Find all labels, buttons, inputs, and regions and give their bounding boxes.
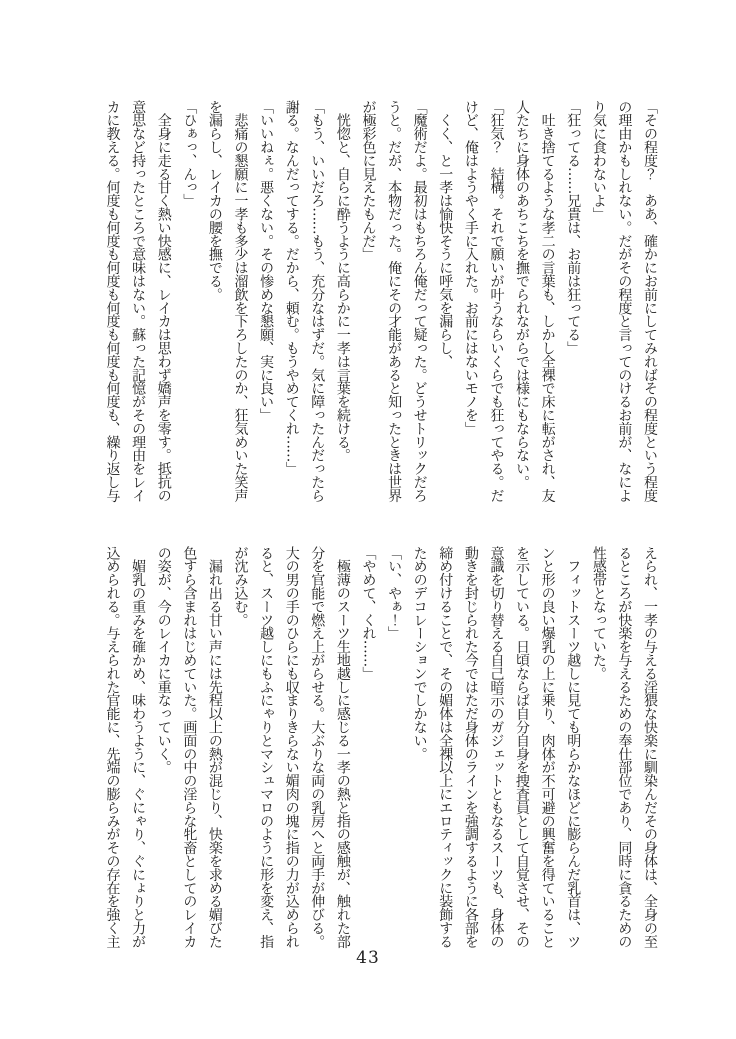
text-line: 大の男の手のひらにも収まりきらない媚肉の塊に指の力が込められ	[283, 546, 300, 949]
text-line: 恍惚と、自らに酔うように高らかに一孝は言葉を続ける。	[334, 100, 351, 462]
text-line: フィットスーツ越しに見ても明らかなほどに膨らんだ乳首は、ツ	[565, 546, 582, 949]
text-line: 極薄のスーツ生地越しに感じる一孝の熱と指の感触が、触れた部	[334, 546, 351, 949]
text-line: 性感帯となっていた。	[590, 546, 607, 681]
text-line: 込められる。与えられた官能に、先端の膨らみがその存在を強く主	[104, 546, 121, 949]
text-line: り気に食わないよ」	[590, 100, 607, 221]
text-line: 「魔術だよ。最初はもちろん俺だって疑った。どうせトリックだろ	[411, 100, 428, 503]
text-line: えられ、一孝の与える淫猥な快楽に馴染んだその身体は、全身の至	[642, 546, 658, 949]
text-line: けど、俺はようやく手に入れた。お前にはないモノを」	[462, 100, 479, 436]
text-line: を示している。日頃ならば自分自身を捜査員として自覚させ、その	[514, 546, 531, 949]
text-line: 締め付けることで、その媚体は全裸以上にエロティックに装飾する	[437, 546, 454, 949]
text-line: るところが快楽を与えるための奉仕部位であり、同時に貪るための	[616, 546, 633, 949]
text-line: 意思など持ったところで意味はない。蘇った記憶がその理由をレイ	[130, 100, 147, 503]
text-line: ンと形の良い爆乳の上に乗り、肉体が不可避の興奮を得ていること	[539, 546, 556, 949]
text-line: の理由かもしれない。だがその程度と言ってのけるお前が、なによ	[616, 100, 633, 503]
text-line: の姿が、今のレイカに重なっていく。	[155, 546, 172, 774]
text-line: 「いいねぇ。悪くない。その惨めな懇願、実に良い」	[258, 100, 275, 422]
text-line: 色すら含まれはじめていた。画面の中の淫らな牝畜としてのレイカ	[181, 546, 198, 949]
text-line: ためのデコレーションでしかない。	[411, 546, 428, 761]
text-line: 「もう、いいだろ……もう、充分なはずだ。気に障ったんだったら	[309, 100, 326, 503]
text-line: カに教える。何度も何度も何度も何度も何度も何度も、繰り返し与	[104, 100, 121, 503]
text-line: 謝る。なんだってする。だから、頼む。もうやめてくれ……」	[283, 100, 300, 476]
text-line: 分を官能で燃え上がらせる。大ぶりな両の乳房へと両手が伸びる。	[309, 546, 326, 949]
text-line: 「その程度？ ああ、確かにお前にしてみればその程度という程度	[642, 100, 658, 503]
text-line: 全身に走る甘く熱い快感に、レイカは思わず嬌声を零す。抵抗の	[155, 100, 172, 503]
text-line: 「狂ってる……兄貴は、お前は狂ってる」	[565, 100, 582, 355]
text-line: 意識を切り替える自己暗示のガジェットともなるスーツも、身体の	[488, 546, 505, 949]
text-line: 漏れ出る甘い声には先程以上の熱が混じり、快楽を求める媚びた	[206, 546, 223, 949]
text-line: 「い、やぁ！」	[386, 546, 403, 640]
text-line: 「ひぁっ、んっ」	[181, 100, 198, 208]
text-line: くく、と一孝は愉快そうに呼気を漏らし、	[437, 100, 454, 369]
text-line: 媚乳の重みを確かめ、味わうように、ぐにゃり、ぐにょりと力が	[130, 546, 147, 949]
text-line: 悲痛の懇願に一孝も多少は溜飲を下ろしたのか、狂気めいた笑声	[232, 100, 249, 503]
text-line: を漏らし、レイカの腰を撫でる。	[206, 100, 223, 302]
page-number: 43	[356, 948, 380, 968]
text-line: が極彩色に見えたもんだ」	[360, 100, 377, 261]
text-section-bottom	[99, 546, 662, 978]
text-line: 「狂気？ 結構。それで願いが叶うならいくらでも狂ってやる。だ	[488, 100, 505, 503]
text-line: 動きを封じられた今ではただ身体のラインを強調するように各部を	[462, 546, 479, 949]
text-line: が沈み込む。	[232, 546, 249, 627]
text-line: ると、スーツ越しにもふにゃりとマシュマロのように形を変え、指	[258, 546, 275, 949]
text-line: 吐き捨てるような孝二の言葉も、しかし全裸で床に転がされ、友	[539, 100, 556, 503]
text-line: うと。だが、本物だった。俺にその才能があると知ったときは世界	[386, 100, 403, 503]
text-line: 人たちに身体のあちこちを撫でられながらでは様にもならない。	[514, 100, 531, 489]
text-section-top	[99, 100, 662, 532]
text-line: 「やめて、くれ……」	[360, 546, 377, 681]
